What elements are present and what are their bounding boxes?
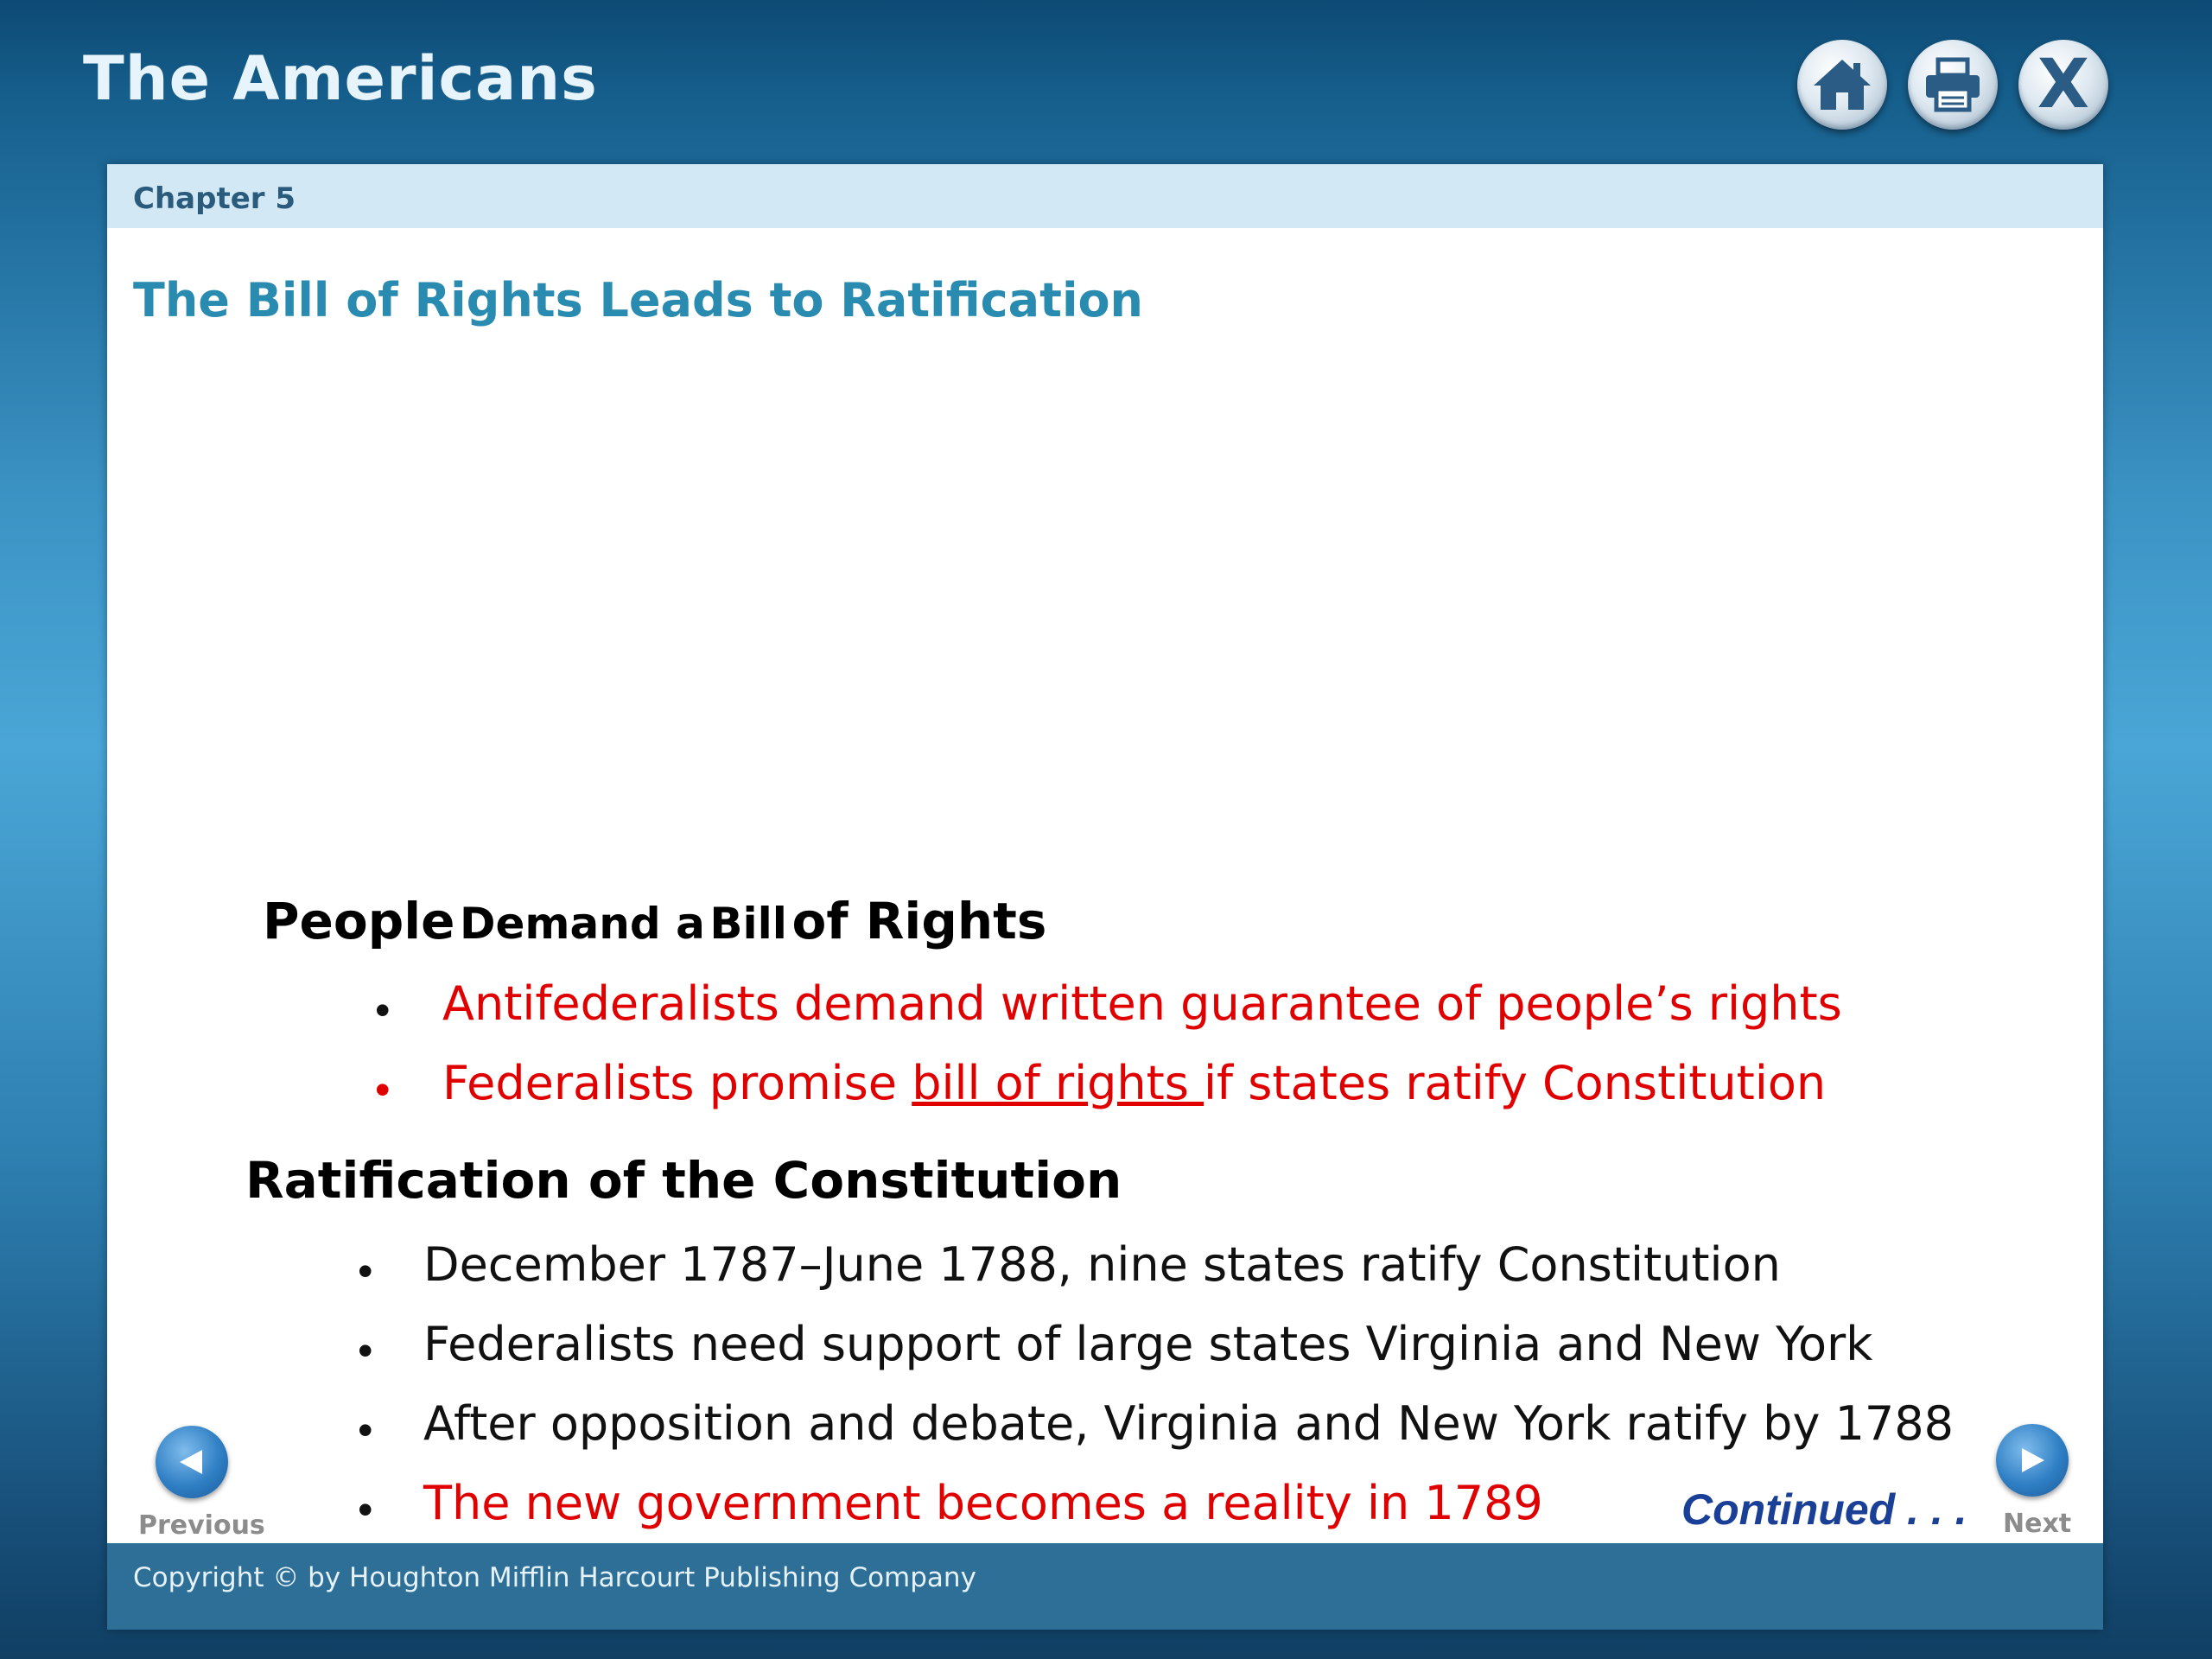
home-icon (1812, 56, 1872, 113)
bullet-dot: • (358, 1326, 373, 1375)
section-heading-bill-of-rights: People Demand a Bill of Rights (263, 892, 1047, 950)
bullet-dot: • (358, 1485, 373, 1534)
arrow-left-icon (175, 1445, 209, 1479)
slide-panel (107, 164, 2103, 1630)
previous-button[interactable] (156, 1426, 228, 1498)
bullet-item: Federalists need support of large states Virginia and New York (423, 1317, 1873, 1371)
close-button[interactable] (2018, 40, 2108, 130)
chapter-bar (107, 164, 2103, 228)
bill-of-rights-term: bill of rights (912, 1056, 1205, 1110)
section-heading-ratification: Ratification of the Constitution (245, 1151, 1122, 1210)
bullet-dot: • (358, 1247, 373, 1295)
bullet-dot: • (358, 1406, 373, 1454)
footer-bar (107, 1543, 2103, 1630)
print-button[interactable] (1908, 40, 1998, 130)
next-label[interactable]: Next (2003, 1509, 2072, 1539)
bullet-item: Federalists promise bill of rights if states ratify Constitution (442, 1056, 1827, 1110)
next-button[interactable] (1996, 1424, 2069, 1497)
close-icon: X (2037, 46, 2090, 124)
bullet-item: The new government becomes a reality in 1789 (423, 1476, 1543, 1530)
arrow-right-icon (2015, 1443, 2050, 1478)
app-title: The Americans (83, 43, 598, 114)
bullet-dot: • (375, 986, 391, 1034)
bullet-dot: • (375, 1065, 391, 1114)
bullet-item: Antifederalists demand written guarantee of people’s rights (442, 976, 1842, 1031)
printer-icon (1923, 56, 1983, 113)
home-button[interactable] (1797, 40, 1887, 130)
copyright-text: Copyright © by Houghton Mifflin Harcourt Publishing Company (133, 1562, 976, 1593)
bullet-item: December 1787–June 1788, nine states ratify Constitution (423, 1237, 1781, 1292)
bullet-item: After opposition and debate, Virginia and New York ratify by 1788 (423, 1396, 1955, 1451)
chapter-label: Chapter 5 (133, 181, 296, 216)
previous-label[interactable]: Previous (138, 1510, 265, 1541)
continued-label: Continued . . . (1681, 1485, 1967, 1534)
slide-title: The Bill of Rights Leads to Ratification (133, 273, 1143, 327)
